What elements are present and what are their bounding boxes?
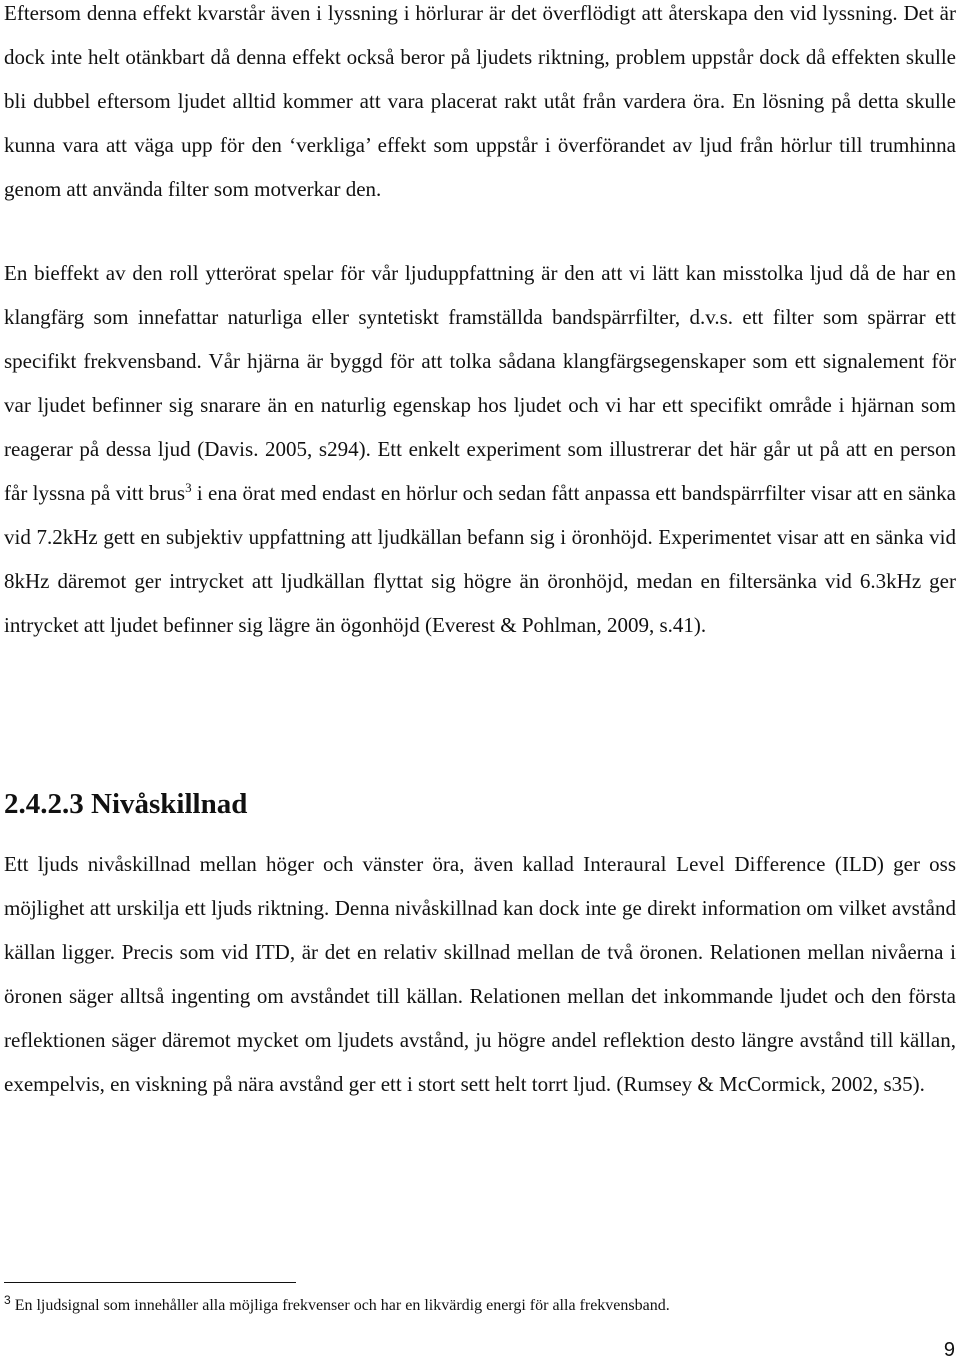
paragraph-2-text-start: En bieffekt av den roll ytterörat spelar för vår ljuduppfattning är den att vi lätt kan misstolka ljud då de har en klangfärg som innefattar naturliga eller syntetiskt framställda bandspärrfilter, d.v.s. ett filter som spärrar ett specifikt frekvensband. Vår hjärna är byggd för att tolka sådana klangfärgsegenskaper som ett signalement för var ljudet befinner sig snarare än en naturlig egenskap hos ljudet och vi har ett specifikt område i hjärnan som reagerar på dessa ljud (Davis. 2005, s294). Ett enkelt experiment som illustrerar det här går ut på att en person får lyssna på vitt brus: [4, 261, 956, 505]
page-number: 9: [943, 1339, 955, 1361]
footnote-text: En ljudsignal som innehåller alla möjliga frekvenser och har en likvärdig energi för alla frekvensband.: [14, 1297, 670, 1314]
body-paragraph-1: Eftersom denna effekt kvarstår även i lyssning i hörlurar är det överflödigt att återskapa den vid lyssning. Det är dock inte helt otänkbart då denna effekt också beror på ljudets riktning, problem uppstår dock då effekten skulle bli dubbel eftersom ljudet alltid kommer att vara placerat rakt utåt från vardera öra. En lösning på detta skulle kunna vara att väga upp för den ‘verkliga’ effekt som uppstår i överförandet av ljud från hörlur till trumhinna genom att använda filter som motverkar den.: [4, 1, 956, 201]
paragraph-2-text-end: i ena örat med endast en hörlur och sedan fått anpassa ett bandspärrfilter visar att en sänka vid 7.2kHz gett en subjektiv uppfattning att ljudkällan befann sig i öronhöjd. Experimentet visar att en sänka vid 8kHz däremot ger intrycket att ljudkällan flyttat sig högre än öronhöjd, medan en filtersänka vid 6.3kHz ger intrycket att ljudet befinner sig lägre än ögonhöjd (Everest & Pohlman, 2009, s.41).: [4, 481, 957, 637]
paragraph-3-text-end: (ILD) ger oss möjlighet att urskilja ett ljuds riktning. Denna nivåskillnad kan dock inte ge direkt information om vilket avstånd källan ligger. Precis som vid ITD, är det en relativ skillnad mellan de två öronen. Relationen mellan nivåerna i öronen säger alltså ingenting om avståndet till källan. Relationen mellan det inkommande ljudet och den första reflektionen säger däremot mycket om ljudets avstånd, ju högre andel reflektion desto längre avstånd till källan, exempelvis, en viskning på nära avstånd ger ett i stort sett helt torrt ljud. (Rumsey & McCormick, 2002, s35).: [4, 852, 956, 1096]
footnote-reference: 3: [185, 480, 192, 495]
footnote: [4, 1294, 944, 1318]
paragraph-3-text-start: Ett ljuds nivåskillnad mellan höger och vänster öra, även kallad: [4, 852, 584, 876]
footnote-divider: [4, 1282, 296, 1283]
body-paragraph-2: [4, 251, 956, 647]
body-paragraph-3: [4, 842, 956, 1106]
footnote-mark: 3: [4, 1292, 11, 1307]
term-ild: Interaural Level Difference: [583, 852, 826, 876]
section-heading: 2.4.2.3 Nivåskillnad: [4, 788, 248, 820]
